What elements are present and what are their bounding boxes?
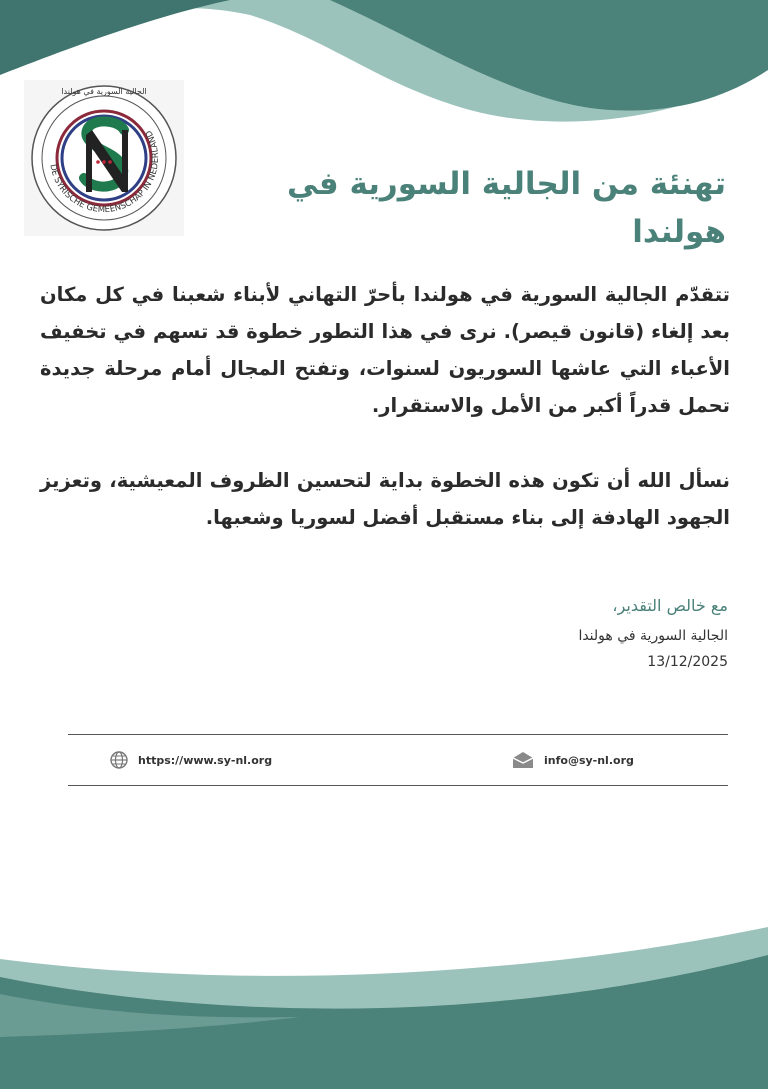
signer-name: الجالية السورية في هولندا xyxy=(578,628,728,644)
globe-icon xyxy=(110,751,128,769)
email-link[interactable]: info@sy-nl.org xyxy=(544,753,634,767)
body-paragraph-2: نسأل الله أن تكون هذه الخطوة بداية لتحسين الظروف المعيشية، وتعزيز الجهود الهادفة إلى بناء مستقبل أفضل لسوريا وشعبها. xyxy=(40,469,730,529)
closing-line: مع خالص التقدير، xyxy=(612,596,728,615)
website-link[interactable]: https://www.sy-nl.org xyxy=(138,753,273,767)
email-contact xyxy=(512,748,634,772)
divider-bottom xyxy=(68,785,728,786)
bottom-wave-decoration xyxy=(0,919,768,1089)
organization-logo xyxy=(24,80,184,236)
logo-arabic-text: الجالية السورية في هولندا xyxy=(61,87,147,96)
divider-top xyxy=(68,734,728,735)
letter-date: 13/12/2025 xyxy=(647,654,728,670)
logo-ring-text: DE SYRISCHE GEMEENSCHAP IN NEDERLAND xyxy=(47,128,162,216)
page-title: تهنئة من الجالية السورية في هولندا xyxy=(286,166,726,250)
website-contact xyxy=(110,748,272,772)
envelope-icon xyxy=(512,751,534,769)
body-paragraph-1: تتقدّم الجالية السورية في هولندا بأحرّ التهاني لأبناء شعبنا في كل مكان بعد إلغاء (قانون قيصر). نرى في هذا التطور خطوة قد تسهم في تخفيف الأعباء التي عاشها السوريون لسنوات، وتفتح المجال أمام مرحلة جديدة تحمل قدراً أكبر من الأمل والاستقرار. xyxy=(40,283,730,417)
